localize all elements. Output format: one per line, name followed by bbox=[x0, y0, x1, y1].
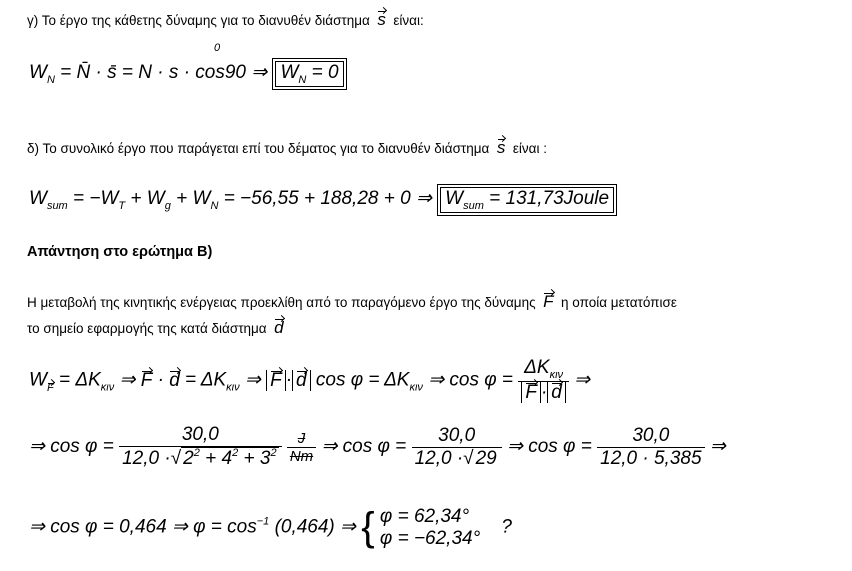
paragraph-b-line1-end: η οποία μετατόπισε bbox=[561, 295, 677, 310]
eq3-cases: { φ = 62,34° φ = −62,34° bbox=[361, 505, 481, 549]
eq1-F: F bbox=[140, 369, 153, 391]
eq1-impl3: ⇒ cos φ = bbox=[428, 369, 514, 391]
eq3-case-negative: φ = −62,34° bbox=[379, 527, 481, 549]
boxed-w: W bbox=[280, 62, 299, 83]
paragraph-b-line2-text: το σημείο εφαρμογής της κατά διάστημα bbox=[27, 321, 267, 336]
eq-wsum: W bbox=[29, 188, 47, 209]
eq2-unit-den: Nm bbox=[287, 447, 316, 465]
eq1-abs-F bbox=[266, 370, 286, 391]
section-g-ending: είναι: bbox=[393, 13, 424, 28]
eq1-dk-sub: κιν bbox=[100, 381, 115, 394]
eq1-d: d bbox=[169, 369, 180, 391]
eq-w-sub: N bbox=[46, 74, 55, 86]
section-g-intro bbox=[27, 10, 424, 30]
eq3-start: ⇒ cos φ = 0,464 ⇒ φ = cos bbox=[29, 516, 257, 538]
eq3-arg: (0,464) ⇒ bbox=[274, 516, 356, 538]
eq2-den1-plus2: + 3 bbox=[243, 448, 271, 469]
equation-work-energy: $W_F = \Delta K_{\kappa\iota\nu}$ ⇒ $F \cdot d = \Delta K_{\kappa\iota\nu}$ ⇒ F · d $\cos \varphi = \Delta K_{\kappa\iota\nu}$ ⇒ cos φ = $\frac{\Delta K_{\kappa\iota\nu}}{F \cdot d}$ ⇒ bbox=[29, 357, 591, 403]
result-box-wn bbox=[272, 58, 346, 90]
eq2-den2-a: 12,0 · bbox=[414, 447, 464, 469]
paragraph-b-line1 bbox=[27, 292, 677, 312]
section-g-intro-text: γ) Το έργο της κάθετης δύναμης για το διανυθέν διάστημα bbox=[27, 13, 370, 28]
boxed-w-sub: N bbox=[298, 74, 307, 86]
vector-s-2: s bbox=[496, 138, 506, 157]
equation-work-normal bbox=[29, 58, 347, 90]
eq-wg-sub: g bbox=[164, 200, 171, 212]
eq1-impl: ⇒ bbox=[119, 369, 136, 391]
eq2-mid2: ⇒ cos φ = bbox=[507, 436, 592, 458]
vector-s: s bbox=[377, 10, 386, 29]
eq1-frac-num-sub: κιν bbox=[549, 369, 564, 381]
eq-w: W bbox=[29, 62, 47, 83]
eq3-question-mark: ? bbox=[501, 516, 512, 538]
paragraph-b-line1-text: Η μεταβολή της κινητικής ενέργειας προεκλίθη από το παραγόμενο έργο της δύναμης bbox=[27, 295, 536, 310]
eq2-unit-fraction bbox=[287, 430, 316, 465]
eq1-fraction: $\frac{\Delta K_{\kappa\iota\nu}}{F \cdot d}$ bbox=[518, 357, 569, 404]
boxed-wsum-value: = 131,73Joule bbox=[489, 188, 610, 209]
eq1-impl4: ⇒ bbox=[574, 369, 591, 391]
eq2-den1-plus1: + 4 bbox=[205, 448, 233, 469]
eq1-w-sub-F: F bbox=[46, 381, 54, 394]
section-d-intro-text: δ) Το συνολικό έργο που παράγεται επί του δέματος για το διανυθέν διάστημα bbox=[27, 141, 490, 156]
eq-wn-sub: N bbox=[210, 200, 219, 212]
result-box-wsum bbox=[437, 184, 617, 216]
eq2-fraction-2: $\frac{30,0}{12,0 \cdot√ 29}$ bbox=[412, 425, 502, 470]
eq2-mid: ⇒ cos φ = bbox=[321, 436, 407, 458]
eq1-dk2: = ΔK bbox=[185, 369, 227, 391]
eq1-w: W bbox=[29, 369, 47, 391]
eq1-frac-den-F: F bbox=[525, 382, 537, 403]
eq1-w-sub bbox=[47, 382, 54, 394]
eq-values: = −56,55 + 188,28 + 0 ⇒ bbox=[223, 188, 432, 209]
eq-plus-wn: + W bbox=[176, 188, 211, 209]
eq1-frac-den-d: d bbox=[551, 382, 562, 403]
section-d-ending: είναι : bbox=[512, 141, 547, 156]
eq3-inverse: −1 bbox=[256, 515, 270, 528]
eq2-den2-sqrt: 29 bbox=[475, 447, 497, 469]
eq2-exp1: 2 bbox=[193, 447, 200, 459]
equation-angle bbox=[29, 505, 512, 550]
boxed-wsum: W bbox=[445, 188, 464, 209]
heading-answer-b: Απάντηση στο ερώτημα Β) bbox=[27, 244, 213, 260]
eq3-case-positive: φ = 62,34° bbox=[379, 505, 470, 527]
section-d-intro bbox=[27, 138, 547, 158]
paragraph-b-line2 bbox=[27, 318, 284, 338]
equation-cos-calc bbox=[29, 424, 726, 470]
boxed-wsum-sub: sum bbox=[463, 200, 484, 212]
boxed-wn-value: = 0 bbox=[311, 62, 339, 83]
eq1-cos: cos φ = ΔK bbox=[315, 369, 410, 391]
equation-total-work bbox=[29, 184, 617, 216]
eq2-den3: 12,0 · 5,385 bbox=[597, 447, 704, 470]
eq2-start: ⇒ cos φ = bbox=[29, 436, 114, 458]
eq2-den1-sqrt: 2 bbox=[183, 448, 194, 469]
eq-wsum-sub: sum bbox=[46, 200, 68, 212]
eq2-num2: 30,0 bbox=[438, 424, 476, 446]
eq1-cos-sub: κιν bbox=[409, 381, 423, 394]
vector-F: F bbox=[543, 292, 554, 311]
eq-minus-wt: = −W bbox=[73, 188, 119, 209]
eq2-den1-a: 12,0 · bbox=[122, 448, 171, 469]
eq2-exp3: 2 bbox=[270, 447, 277, 459]
eq2-fraction-3 bbox=[597, 425, 704, 470]
eq2-num1: 30,0 bbox=[181, 424, 219, 445]
eq1-abs-F-sym: F bbox=[270, 369, 282, 391]
eq1-dot: · bbox=[157, 369, 164, 391]
eq1-dk: = ΔK bbox=[58, 369, 101, 391]
eq1-abs-d-sym: d bbox=[296, 369, 307, 391]
eq-plus-wg: + W bbox=[130, 188, 165, 209]
eq-wt-sub: T bbox=[118, 200, 126, 212]
eq2-fraction-1: $\frac{30,0}{12,0 \cdot√ 2^2 + 4^2 + 3^2}$ bbox=[119, 424, 281, 470]
eq1-frac-num: ΔK bbox=[524, 357, 550, 378]
eq1-dk2-sub: κιν bbox=[226, 381, 240, 394]
eq2-num3: 30,0 bbox=[632, 424, 670, 446]
eq1-abs-d bbox=[292, 370, 311, 391]
eq2-end: ⇒ bbox=[709, 436, 726, 458]
vector-d: d bbox=[274, 318, 284, 337]
eq1-impl2: ⇒ bbox=[244, 369, 261, 391]
eq2-unit-num: J bbox=[297, 429, 306, 447]
eq-normal-rest: = N̄ · s̄ = N · s · cos90 ⇒ bbox=[60, 62, 268, 83]
zero-superscript: 0 bbox=[214, 42, 221, 54]
eq2-exp2: 2 bbox=[232, 447, 239, 459]
